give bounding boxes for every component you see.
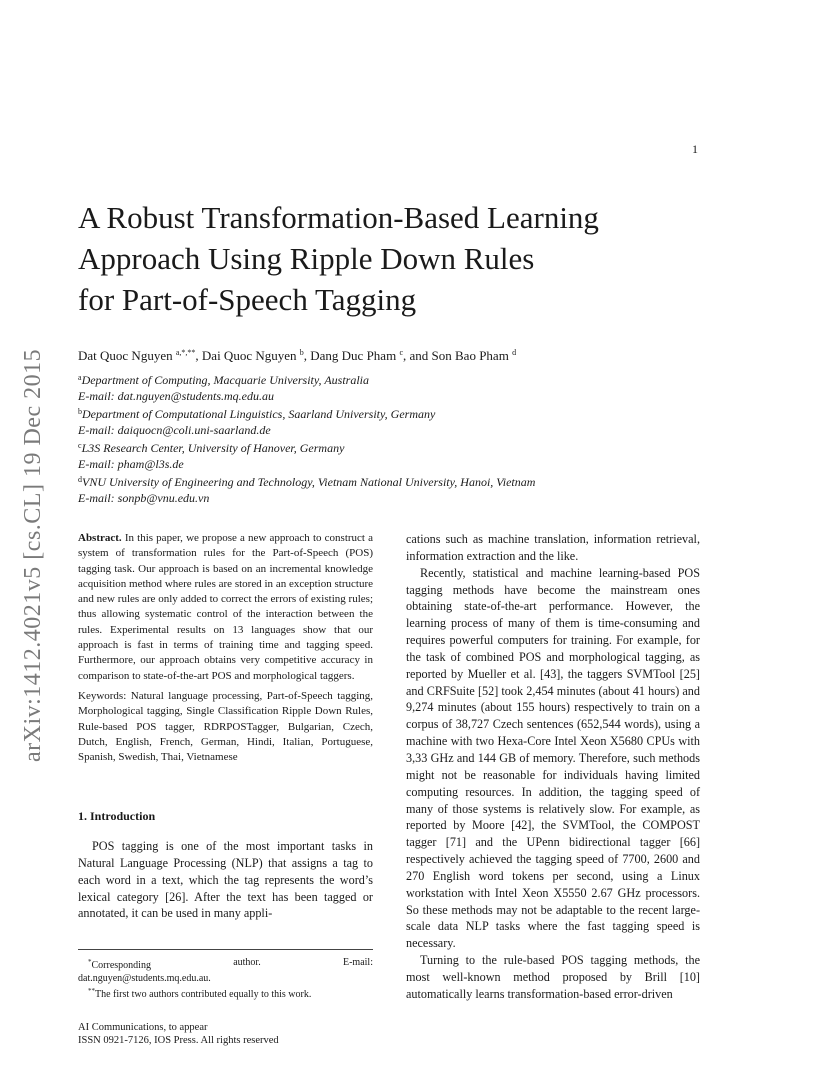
body-paragraph: Turning to the rule-based POS tagging methods, the most well-known method proposed by Brill [10] automatically learns transformation-based error-driven [406,953,700,1001]
footnote-rule [78,949,373,950]
abstract-text: In this paper, we propose a new approach to construct a system of transformation rules for the Part-of-Speech (POS) tagging task. Our approach is based on an incremental knowledge acquisition method where rules are stored in an exception structure and new rules are only added to correct the errors of existing rules; thus allowing systematic control of the interaction between the rules. Experimental results on 13 languages show that our approach is fast in terms of training time and tagging speed. Furthermore, our approach obtains very competitive accuracy in comparison to state-of-the-art POS and morphological taggers. [78,532,374,682]
footnote-text: The first two authors contributed equally to this work. [95,989,312,1000]
affiliation-org: VNU University of Engineering and Technology, Vietnam National University, Hanoi, Vietnam [82,475,536,489]
affiliation-org: Department of Computing, Macquarie University, Australia [81,373,369,387]
intro-paragraph: POS tagging is one of the most important tasks in Natural Language Processing (NLP) that assigns a tag to each word in a text, which the tag represents the word’s lexical category [26]. After the text has been tagged or annotated, it can be used in many appli- [78,839,373,921]
affiliations [78,370,535,506]
footnote-mark: * [88,958,92,966]
arxiv-identifier: arXiv:1412.4021v5 [cs.CL] 19 Dec 2015 [20,348,46,762]
abstract-block [78,531,373,765]
author-mark: d [512,348,517,357]
keywords-paragraph [78,689,373,765]
author-separator: , and [403,348,432,363]
affiliation-mark: c [78,441,82,450]
footnote-mark: ** [88,987,95,995]
page-number: 1 [692,142,698,156]
affiliation-line [78,438,535,456]
abstract-paragraph [78,531,373,684]
author-name: Dai Quoc Nguyen [201,348,297,363]
author-name: Dang Duc Pham [310,348,397,363]
affiliation-org: L3S Research Center, University of Hanover, Germany [81,441,345,455]
journal-info [78,1021,279,1047]
title-line: for Part-of-Speech Tagging [78,282,417,317]
author-mark: c [399,348,403,357]
footnote-word: Corresponding [91,960,151,971]
paper-title [78,197,698,320]
affiliation-mark: d [78,475,82,484]
title-line: A Robust Transformation-Based Learning [78,200,599,235]
author-list [78,348,516,364]
footnote-word: author. [233,957,261,968]
affiliation-email: E-mail: pham@l3s.de [78,457,184,471]
footnote-1-continuation: dat.nguyen@students.mq.edu.au. [78,973,211,984]
author-separator: , [303,348,311,363]
affiliation-email: E-mail: dat.nguyen@students.mq.edu.au [78,389,275,403]
footnote-1-part [88,956,151,972]
affiliation-email: E-mail: sonpb@vnu.edu.vn [78,491,210,505]
affiliation-line [78,370,535,388]
author-name: Dat Quoc Nguyen [78,348,173,363]
keywords-text: Natural language processing, Part-of-Speech tagging, Morphological tagging, Single Classification Ripple Down Rules, Rule-based POS tagger, RDRPOSTagger, Bulgarian, Czech, Dutch, English, French, German, Hindi, Italian, Portuguese, Spanish, Swedish, Thai, Vietnamese [78,689,374,764]
abstract-label: Abstract. [78,532,122,544]
affiliation-mark: b [78,407,82,416]
section-heading: 1. Introduction [78,809,156,823]
affiliation-email: E-mail: daiquocn@coli.uni-saarland.de [78,423,271,437]
affiliation-line [78,404,535,422]
journal-line: ISSN 0921-7126, IOS Press. All rights reserved [78,1035,279,1046]
affiliation-org: Department of Computational Linguistics, Saarland University, Germany [82,407,436,421]
footnote-word: E-mail: [342,957,373,968]
author-name: Son Bao Pham [431,348,509,363]
footnotes [78,956,373,1001]
right-column [406,531,700,1003]
author-mark: b [299,348,304,357]
footnote-1 [78,956,373,972]
body-paragraph: Recently, statistical and machine learning-based POS tagging methods have become the mainstream ones obtaining state-of-the-art performance. However, the learning process of many of them is time-consuming and requires powerful computers for training. For example, for the task of combined POS and morphological tagging, as reported by Mueller et al. [43], the taggers SVMTool [25] and CRFSuite [52] took 2,454 minutes (about 41 hours) and 9,274 minutes (about 155 hours) respectively to train on a corpus of 38,727 Czech sentences (652,544 words), using a machine with two Hexa-Core Intel Xeon X5680 CPUs with 3,33 GHz and 144 GB of memory. Therefore, such methods might not be reasonable for individuals having limited computing resources. In addition, the tagging speed of many of those systems is relatively slow. For example, as reported by Moore [42], the SVMTool, the COMPOST tagger [71] and the UPenn bidirectional tagger [66] respectively achieved the tagging speed of 7700, 2600 and 270 English word tokens per second, using a Linux workstation with Intel Xeon X5550 2.67 GHz processors. So these methods may not be adaptable to the recent large-scale data NLP tasks where the fast tagging speed is necessary. [406,565,700,951]
footnote-2 [78,985,373,1001]
title-line: Approach Using Ripple Down Rules [78,241,535,276]
keywords-label: Keywords: [78,689,127,702]
author-separator: , [195,348,202,363]
affiliation-line [78,472,535,490]
affiliation-mark: a [78,373,82,382]
journal-line: AI Communications, to appear [78,1022,208,1033]
body-paragraph: cations such as machine translation, information retrieval, information extraction and the like. [406,532,700,563]
author-mark: a,*,** [175,348,196,357]
